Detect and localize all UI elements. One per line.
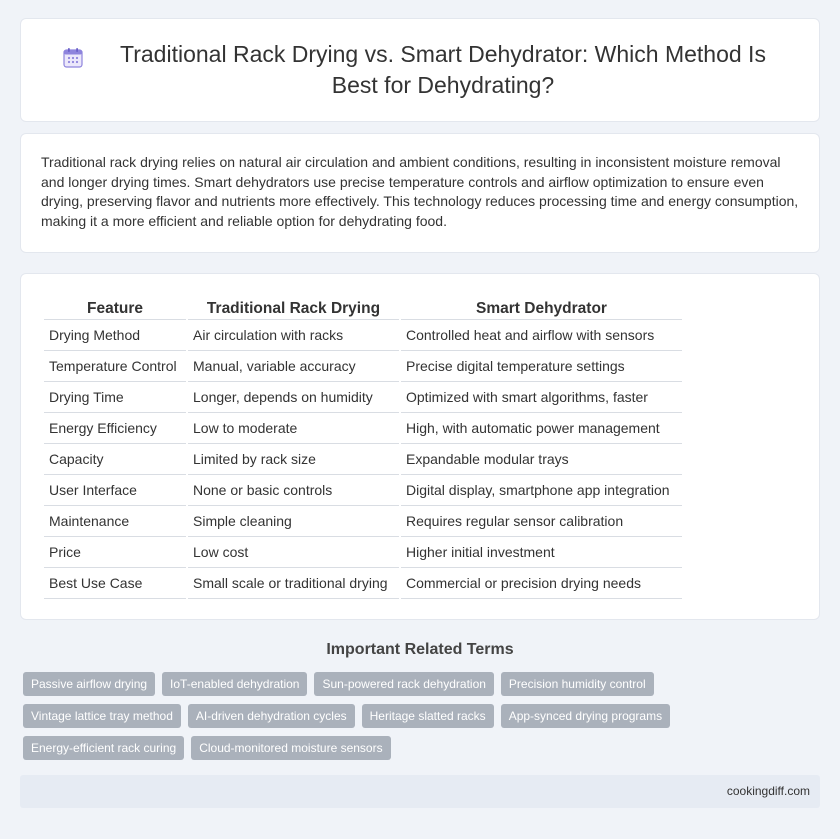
table-row: [44, 382, 682, 413]
header-card: [20, 18, 820, 122]
table-cell: Price: [44, 537, 186, 568]
table-cell: Capacity: [44, 444, 186, 475]
table-cell: Higher initial investment: [401, 537, 682, 568]
table-cell: Low cost: [188, 537, 399, 568]
page-title: Traditional Rack Drying vs. Smart Dehydrator: Which Method Is Best for Dehydrating?: [120, 41, 766, 98]
related-term-tag[interactable]: Cloud-monitored moisture sensors: [191, 736, 390, 760]
table-cell: Temperature Control: [44, 351, 186, 382]
table-cell: Precise digital temperature settings: [401, 351, 682, 382]
table-cell: Maintenance: [44, 506, 186, 537]
table-cell: Longer, depends on humidity: [188, 382, 399, 413]
related-term-tag[interactable]: Energy-efficient rack curing: [23, 736, 184, 760]
comparison-table: [42, 296, 684, 599]
table-cell: Energy Efficiency: [44, 413, 186, 444]
table-cell: Small scale or traditional drying: [188, 568, 399, 599]
column-header-traditional: Traditional Rack Drying: [188, 296, 399, 320]
table-row: [44, 320, 682, 351]
comparison-card: [20, 273, 820, 620]
table-cell: Commercial or precision drying needs: [401, 568, 682, 599]
related-terms-title: Important Related Terms: [326, 641, 514, 658]
table-cell: Simple cleaning: [188, 506, 399, 537]
related-term-tag[interactable]: Heritage slatted racks: [362, 704, 494, 728]
table-cell: None or basic controls: [188, 475, 399, 506]
table-cell: Optimized with smart algorithms, faster: [401, 382, 682, 413]
table-row: [44, 568, 682, 599]
table-cell: Controlled heat and airflow with sensors: [401, 320, 682, 351]
table-cell: Air circulation with racks: [188, 320, 399, 351]
column-header-smart: Smart Dehydrator: [401, 296, 682, 320]
table-row: [44, 475, 682, 506]
table-row: [44, 444, 682, 475]
calendar-icon: [61, 46, 85, 70]
related-term-tag[interactable]: App-synced drying programs: [501, 704, 670, 728]
table-row: [44, 506, 682, 537]
table-row: [44, 351, 682, 382]
table-cell: High, with automatic power management: [401, 413, 682, 444]
table-header-row: [44, 296, 682, 320]
footer: [20, 775, 820, 808]
table-cell: User Interface: [44, 475, 186, 506]
related-term-tag[interactable]: Sun-powered rack dehydration: [314, 672, 493, 696]
table-row: [44, 413, 682, 444]
table-cell: Digital display, smartphone app integration: [401, 475, 682, 506]
table-cell: Best Use Case: [44, 568, 186, 599]
table-cell: Manual, variable accuracy: [188, 351, 399, 382]
table-cell: Limited by rack size: [188, 444, 399, 475]
footer-site-link[interactable]: cookingdiff.com: [726, 784, 810, 798]
table-cell: Low to moderate: [188, 413, 399, 444]
column-header-feature: Feature: [44, 296, 186, 320]
table-cell: Requires regular sensor calibration: [401, 506, 682, 537]
intro-card: [20, 133, 820, 253]
related-term-tag[interactable]: Vintage lattice tray method: [23, 704, 181, 728]
related-term-tag[interactable]: Precision humidity control: [501, 672, 654, 696]
intro-paragraph: Traditional rack drying relies on natural air circulation and ambient conditions, resulting in inconsistent moisture removal and longer drying times. Smart dehydrators use precise temperature controls and airflow optimization to ensure even drying, preserving flavor and nutrients more effectively. This technology reduces processing time and energy consumption, making it a more efficient and reliable option for dehydrating food.: [41, 154, 799, 229]
related-terms-list: [23, 672, 823, 768]
related-term-tag[interactable]: IoT-enabled dehydration: [162, 672, 307, 696]
related-term-tag[interactable]: AI-driven dehydration cycles: [188, 704, 355, 728]
table-cell: Drying Method: [44, 320, 186, 351]
related-term-tag[interactable]: Passive airflow drying: [23, 672, 155, 696]
table-cell: Expandable modular trays: [401, 444, 682, 475]
table-row: [44, 537, 682, 568]
table-cell: Drying Time: [44, 382, 186, 413]
